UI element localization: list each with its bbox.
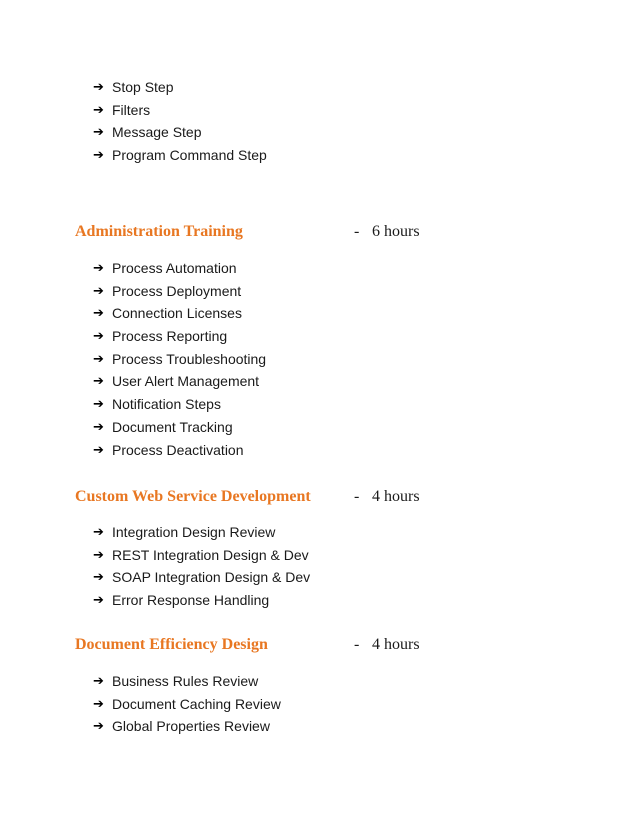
- section-hours: 6 hours: [372, 223, 420, 240]
- section-title: Custom Web Service Development: [75, 488, 311, 505]
- section-heading-administration: [75, 221, 595, 243]
- list-item: [93, 144, 267, 167]
- arrow-right-icon: ➔: [93, 328, 104, 344]
- arrow-right-icon: ➔: [93, 350, 104, 366]
- list-item-label: Document Caching Review: [112, 695, 281, 712]
- list-item: [93, 76, 267, 99]
- arrow-right-icon: ➔: [93, 79, 104, 94]
- list-item-label: Process Automation: [112, 260, 237, 276]
- list-item: [93, 257, 266, 280]
- list-item-label: Process Deactivation: [112, 441, 244, 458]
- list-item-label: Process Troubleshooting: [112, 350, 267, 367]
- list-item-label: Process Deployment: [112, 282, 242, 299]
- list-item: [93, 566, 310, 589]
- document-efficiency-list: [93, 670, 281, 738]
- list-item: [93, 99, 267, 122]
- arrow-right-icon: ➔: [93, 373, 104, 389]
- section-title: Administration Training: [75, 223, 243, 240]
- list-item-label: Business Rules Review: [112, 673, 259, 689]
- arrow-right-icon: ➔: [93, 673, 104, 688]
- arrow-right-icon: ➔: [93, 124, 104, 140]
- list-item: [93, 370, 266, 393]
- list-item: [93, 521, 310, 544]
- section-dash: -: [354, 223, 360, 240]
- list-item: [93, 544, 310, 567]
- intro-list: [93, 76, 267, 167]
- list-item-label: Process Reporting: [112, 328, 228, 345]
- arrow-right-icon: ➔: [93, 569, 104, 585]
- section-heading-document-efficiency: [75, 634, 595, 656]
- list-item-label: User Alert Management: [112, 373, 260, 390]
- list-item-label: Notification Steps: [112, 396, 221, 413]
- list-item-label: Filters: [112, 101, 151, 118]
- list-item: [93, 325, 266, 348]
- arrow-right-icon: ➔: [93, 305, 104, 321]
- arrow-right-icon: ➔: [93, 260, 104, 275]
- section-heading-custom-web-service: [75, 486, 595, 508]
- list-item-label: Integration Design Review: [112, 524, 276, 540]
- arrow-right-icon: ➔: [93, 546, 104, 562]
- list-item-label: Message Step: [112, 124, 202, 141]
- custom-web-service-list: [93, 521, 310, 612]
- list-item-label: REST Integration Design & Dev: [112, 546, 309, 563]
- list-item: [93, 715, 281, 738]
- arrow-right-icon: ➔: [93, 695, 104, 711]
- arrow-right-icon: ➔: [93, 592, 104, 608]
- list-item-label: Document Tracking: [112, 418, 233, 435]
- arrow-right-icon: ➔: [93, 147, 104, 163]
- list-item-label: Program Command Step: [112, 147, 267, 164]
- arrow-right-icon: ➔: [93, 524, 104, 539]
- arrow-right-icon: ➔: [93, 282, 104, 298]
- list-item: [93, 693, 281, 716]
- list-item: [93, 416, 266, 439]
- section-hours: 4 hours: [372, 488, 420, 505]
- list-item: [93, 589, 310, 612]
- list-item-label: Global Properties Review: [112, 718, 270, 735]
- list-item: [93, 393, 266, 416]
- arrow-right-icon: ➔: [93, 418, 104, 434]
- list-item-label: Error Response Handling: [112, 592, 270, 609]
- section-dash: -: [354, 488, 360, 505]
- list-item-label: SOAP Integration Design & Dev: [112, 569, 311, 586]
- arrow-right-icon: ➔: [93, 101, 104, 117]
- section-dash: -: [354, 636, 360, 653]
- administration-list: [93, 257, 266, 461]
- section-title: Document Efficiency Design: [75, 636, 268, 653]
- arrow-right-icon: ➔: [93, 441, 104, 457]
- list-item: [93, 348, 266, 371]
- arrow-right-icon: ➔: [93, 718, 104, 734]
- list-item: [93, 439, 266, 462]
- list-item: [93, 302, 266, 325]
- list-item: [93, 280, 266, 303]
- list-item: [93, 121, 267, 144]
- arrow-right-icon: ➔: [93, 396, 104, 412]
- list-item-label: Connection Licenses: [112, 305, 242, 322]
- section-hours: 4 hours: [372, 636, 420, 653]
- list-item-label: Stop Step: [112, 79, 174, 95]
- list-item: [93, 670, 281, 693]
